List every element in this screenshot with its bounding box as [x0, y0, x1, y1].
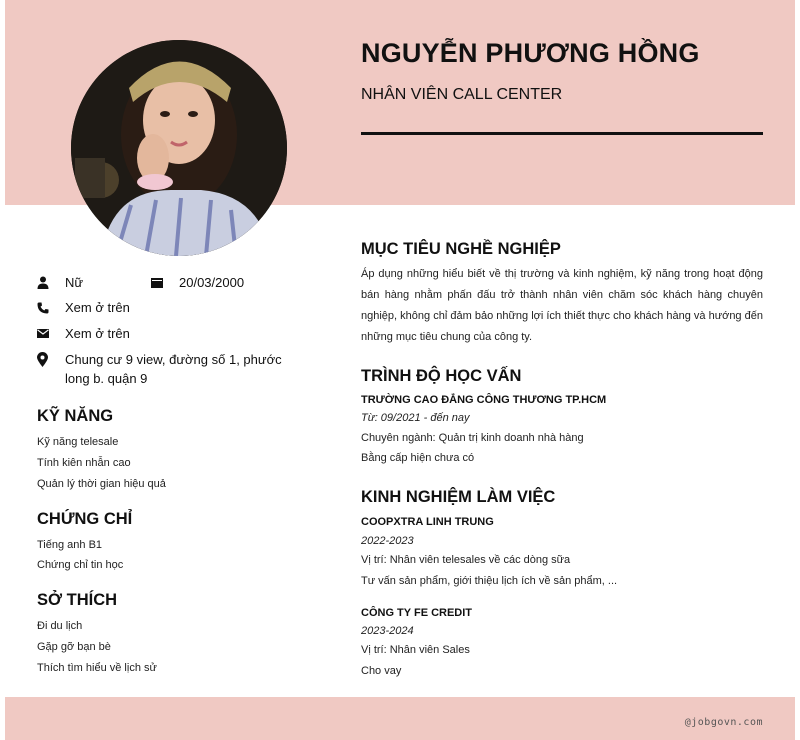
job-company: COOPXTRA LINH TRUNG [361, 516, 494, 528]
cv-page [5, 0, 795, 740]
email-value: Xem ở trên [65, 326, 130, 341]
gender-value: Nữ [65, 275, 84, 290]
job-position: Vị trí: Nhân viên Sales [361, 644, 470, 656]
job-period: 2023-2024 [361, 625, 414, 637]
phone-icon [37, 298, 65, 317]
education-major: Chuyên ngành: Quản trị kinh doanh nhà hàng [361, 432, 584, 444]
phone-row [37, 298, 130, 317]
email-row [37, 324, 130, 343]
hobby-item: Gặp gỡ bạn bè [37, 641, 111, 653]
hobby-item: Đi du lịch [37, 620, 83, 632]
hobby-item: Thích tìm hiểu về lịch sử [37, 662, 157, 674]
job-detail: Cho vay [361, 665, 402, 677]
job-period: 2022-2023 [361, 535, 414, 547]
address-row [37, 350, 305, 388]
profile-photo [71, 40, 287, 256]
job-title: NHÂN VIÊN CALL CENTER [361, 86, 563, 103]
address-value: Chung cư 9 view, đường số 1, phước long b. quận 9 [65, 352, 282, 386]
hobbies-title: SỞ THÍCH [37, 591, 118, 609]
gender-row [37, 273, 83, 292]
title-divider [361, 132, 763, 135]
job-detail: Tư vấn sản phẩm, giới thiệu lịch ích về sản phẩm, ... [361, 575, 618, 587]
certificates-title: CHỨNG CHỈ [37, 510, 133, 528]
person-icon [37, 273, 65, 292]
mail-icon [37, 324, 65, 343]
certificate-item: Chứng chỉ tin học [37, 559, 124, 571]
skill-item: Kỹ năng telesale [37, 436, 119, 448]
calendar-icon [151, 273, 179, 292]
experience-title: KINH NGHIỆM LÀM VIỆC [361, 488, 556, 506]
birthday-row [151, 273, 244, 292]
phone-value: Xem ở trên [65, 300, 130, 315]
footer-brand: @jobgovn.com [684, 717, 763, 728]
skill-item: Quản lý thời gian hiệu quả [37, 478, 166, 490]
objective-text: Áp dụng những hiểu biết về thị trường và kinh nghiệm, kỹ năng trong hoạt động bán hàng nhằm phấn đấu trở thành nhân viên chăm sóc khách hàng chuyên nghiệp, không chỉ đảm bảo những lợi ích thiết thực cho khách hàng và hướng đến những mục tiêu chung của công ty. [361, 268, 763, 343]
location-pin-icon [37, 350, 65, 369]
education-title: TRÌNH ĐỘ HỌC VẤN [361, 367, 522, 385]
education-degree: Bằng cấp hiện chưa có [361, 452, 475, 464]
birthday-value: 20/03/2000 [179, 275, 245, 290]
job-company: CÔNG TY FE CREDIT [361, 607, 473, 619]
candidate-name: NGUYỄN PHƯƠNG HỒNG [361, 38, 700, 68]
education-period: Từ: 09/2021 - đến nay [361, 412, 470, 424]
footer-band [5, 697, 795, 740]
certificate-item: Tiếng anh B1 [37, 539, 103, 551]
school-name: TRƯỜNG CAO ĐẲNG CÔNG THƯƠNG TP.HCM [361, 394, 607, 406]
skills-title: KỸ NĂNG [37, 407, 114, 425]
job-position: Vị trí: Nhân viên telesales về các dòng sữa [361, 554, 571, 566]
objective-title: MỤC TIÊU NGHỀ NGHIỆP [361, 240, 561, 258]
skill-item: Tính kiên nhẫn cao [37, 457, 131, 469]
